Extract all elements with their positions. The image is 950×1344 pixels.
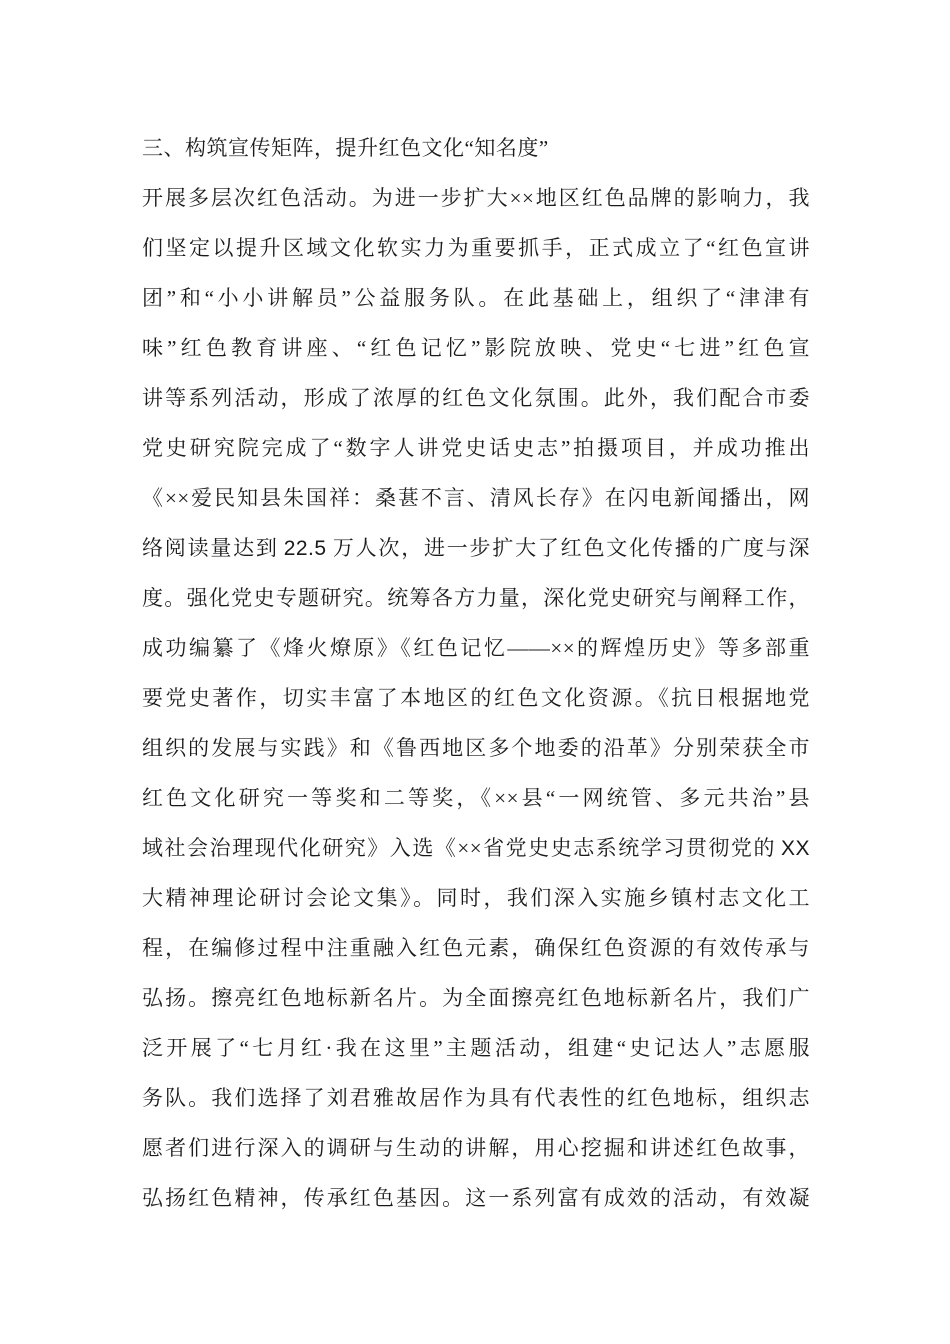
text-line: 们坚定以提升区域文化软实力为重要抓手，正式成立了“红色宣讲 xyxy=(142,236,810,260)
text-line: 度。强化党史专题研究。统筹各方力量，深化党史研究与阐释工作， xyxy=(142,586,810,610)
text-line: 团”和“小小讲解员”公益服务队。在此基础上，组织了“津津有 xyxy=(142,286,810,310)
text-segment: 域社会治理现代化研究》入选《××省党史史志系统学习贯彻党的 xyxy=(142,836,776,860)
text-line: 成功编纂了《烽火燎原》《红色记忆——××的辉煌历史》等多部重 xyxy=(142,636,810,660)
text-line: 《××爱民知县朱国祥：桑葚不言、清风长存》在闪电新闻播出，网 xyxy=(142,486,810,510)
text-line: 弘扬红色精神，传承红色基因。这一系列富有成效的活动，有效凝 xyxy=(142,1186,810,1210)
text-line: 组织的发展与实践》和《鲁西地区多个地委的沿革》分别荣获全市 xyxy=(142,736,810,760)
text-line: 程，在编修过程中注重融入红色元素，确保红色资源的有效传承与 xyxy=(142,936,810,960)
text-line-with-placeholder xyxy=(142,823,810,873)
text-line: 红色文化研究一等奖和二等奖，《××县“一网统管、多元共治”县 xyxy=(142,786,810,810)
text-line: 味”红色教育讲座、“红色记忆”影院放映、党史“七进”红色宣 xyxy=(142,336,810,360)
text-line: 大精神理论研讨会论文集》。同时，我们深入实施乡镇村志文化工 xyxy=(142,886,810,910)
section-heading: 三、构筑宣传矩阵，提升红色文化“知名度” xyxy=(142,136,549,160)
document-text-block xyxy=(142,123,810,1223)
text-line: 讲等系列活动，形成了浓厚的红色文化氛围。此外，我们配合市委 xyxy=(142,386,810,410)
placeholder-value: XX xyxy=(780,837,810,860)
text-line: 党史研究院完成了“数字人讲党史话史志”拍摄项目，并成功推出 xyxy=(142,436,810,460)
text-line: 愿者们进行深入的调研与生动的讲解，用心挖掘和讲述红色故事， xyxy=(142,1136,810,1160)
text-line: 要党史著作，切实丰富了本地区的红色文化资源。《抗日根据地党 xyxy=(142,686,810,710)
text-segment: 万人次，进一步扩大了红色文化传播的广度与深 xyxy=(331,536,811,560)
metric-value: 22.5 xyxy=(283,537,327,560)
text-line-with-metric xyxy=(142,523,810,573)
text-line: 泛开展了“七月红·我在这里”主题活动，组建“史记达人”志愿服 xyxy=(142,1036,810,1060)
text-line: 弘扬。擦亮红色地标新名片。为全面擦亮红色地标新名片，我们广 xyxy=(142,986,810,1010)
text-segment: 络阅读量达到 xyxy=(142,536,279,560)
text-line: 开展多层次红色活动。为进一步扩大××地区红色品牌的影响力，我 xyxy=(142,186,810,210)
text-line: 务队。我们选择了刘君雅故居作为具有代表性的红色地标，组织志 xyxy=(142,1086,810,1110)
